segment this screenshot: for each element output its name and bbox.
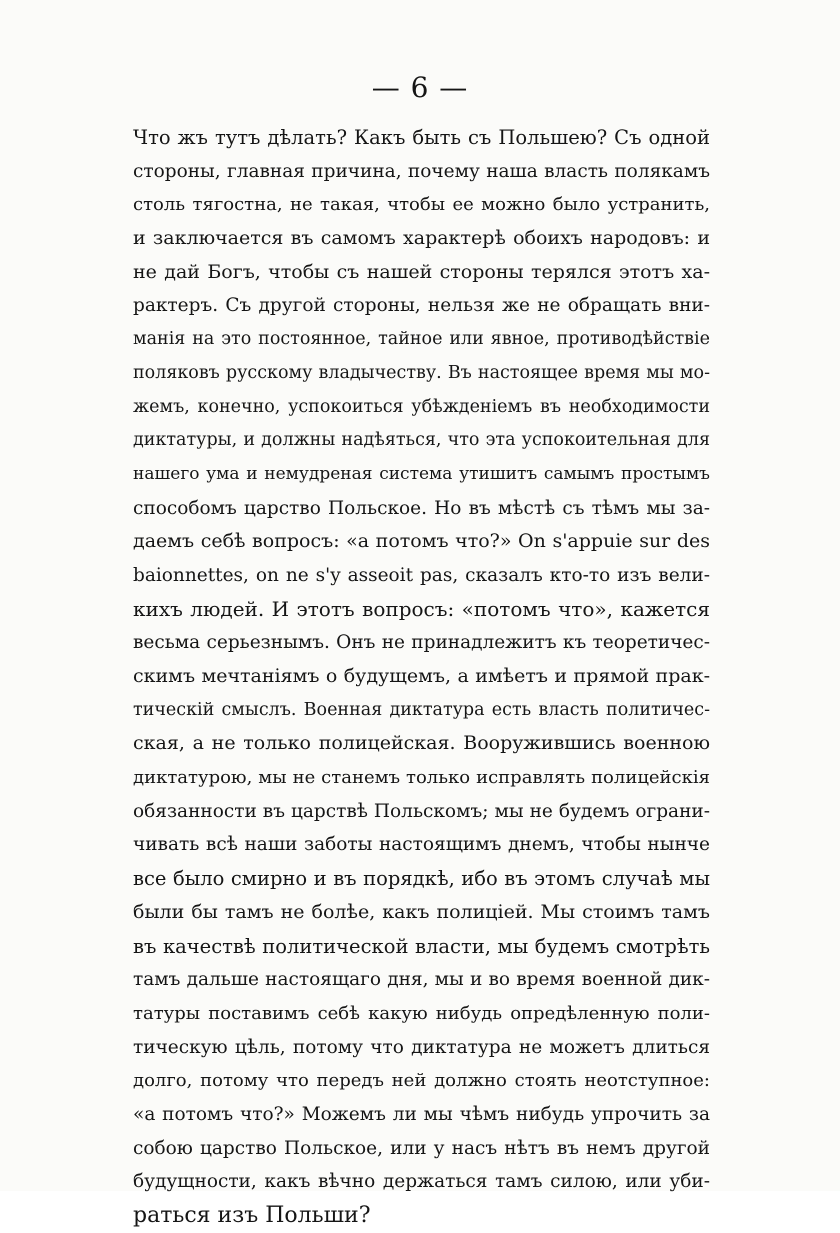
text-line: долго, потому что передъ ней должно стоять неотступное: bbox=[133, 1070, 710, 1092]
text-line: татуры поставимъ себѣ какую нибудь опредѣленную поли- bbox=[133, 1002, 710, 1024]
text-line: тическую цѣль, потому что диктатура не можетъ длиться bbox=[133, 1036, 710, 1058]
text-line: въ качествѣ политической власти, мы будемъ смотрѣть bbox=[133, 934, 710, 958]
text-line: были бы тамъ не болѣе, какъ полиціей. Мы стоимъ тамъ bbox=[133, 900, 710, 923]
text-line: baionnettes, on ne s'y asseoit pas, сказалъ кто-то изъ вели- bbox=[133, 564, 710, 586]
text-line: собою царство Польское, или у насъ нѣтъ въ немъ другой bbox=[133, 1137, 710, 1159]
text-line: обязанности въ царствѣ Польскомъ; мы не будемъ ограни- bbox=[133, 800, 710, 822]
text-line: ская, а не только полицейская. Вооружившись военною bbox=[133, 732, 710, 755]
text-line: столь тягостна, не такая, чтобы ее можно было устранить, bbox=[133, 194, 710, 216]
text-line: диктатуры, и должны надѣяться, что эта успокоительная для bbox=[133, 430, 710, 451]
page-number: — 6 — bbox=[371, 71, 469, 104]
text-line: манія на это постоянное, тайное или явное, противодѣйствіе bbox=[133, 329, 710, 350]
text-line: поляковъ русскому владычеству. Въ настоящее время мы мо- bbox=[133, 362, 710, 383]
text-line: будущности, какъ вѣчно держаться тамъ силою, или уби- bbox=[133, 1171, 710, 1193]
text-line: все было смирно и въ порядкѣ, ибо въ этомъ случаѣ мы bbox=[133, 867, 710, 891]
text-line: стороны, главная причина, почему наша власть полякамъ bbox=[133, 160, 710, 182]
text-line: нашего ума и немудреная система утишитъ самымъ простымъ bbox=[133, 463, 710, 484]
text-line: способомъ царство Польское. Но въ мѣстѣ съ тѣмъ мы за- bbox=[133, 497, 710, 519]
text-line: рактеръ. Съ другой стороны, нельзя же не обращать вни- bbox=[133, 295, 710, 317]
body-paragraph bbox=[133, 121, 710, 1233]
text-line: жемъ, конечно, успокоиться убѣжденіемъ въ необходимости bbox=[133, 396, 710, 417]
text-line: скимъ мечтаніямъ о будущемъ, а имѣетъ и прямой прак- bbox=[133, 665, 710, 687]
text-line: тическій смыслъ. Военная диктатура есть власть политичес- bbox=[133, 699, 710, 720]
text-line: и заключается въ самомъ характерѣ обоихъ народовъ: и bbox=[133, 227, 710, 250]
text-line: не дай Богъ, чтобы съ нашей стороны терялся этотъ ха- bbox=[133, 260, 710, 283]
text-line: диктатурою, мы не станемъ только исправлять полицейскія bbox=[133, 767, 710, 789]
text-line: кихъ людей. И этотъ вопросъ: «потомъ что», кажется bbox=[133, 596, 710, 621]
text-line: чивать всѣ наши заботы настоящимъ днемъ, чтобы нынче bbox=[133, 834, 710, 856]
text-line: весьма серьезнымъ. Онъ не принадлежитъ къ теоретичес- bbox=[133, 632, 710, 654]
text-line: Что жъ тутъ дѣлать? Какъ быть съ Польшею? Съ одной bbox=[133, 126, 710, 149]
text-line: раться изъ Польши? bbox=[133, 1203, 371, 1228]
text-line: тамъ дальше настоящаго дня, мы и во время военной дик- bbox=[133, 969, 710, 991]
text-line: даемъ себѣ вопросъ: «а потомъ что?» On s'appuie sur des bbox=[133, 530, 710, 553]
text-line: «а потомъ что?» Можемъ ли мы чѣмъ нибудь упрочить за bbox=[133, 1103, 710, 1125]
